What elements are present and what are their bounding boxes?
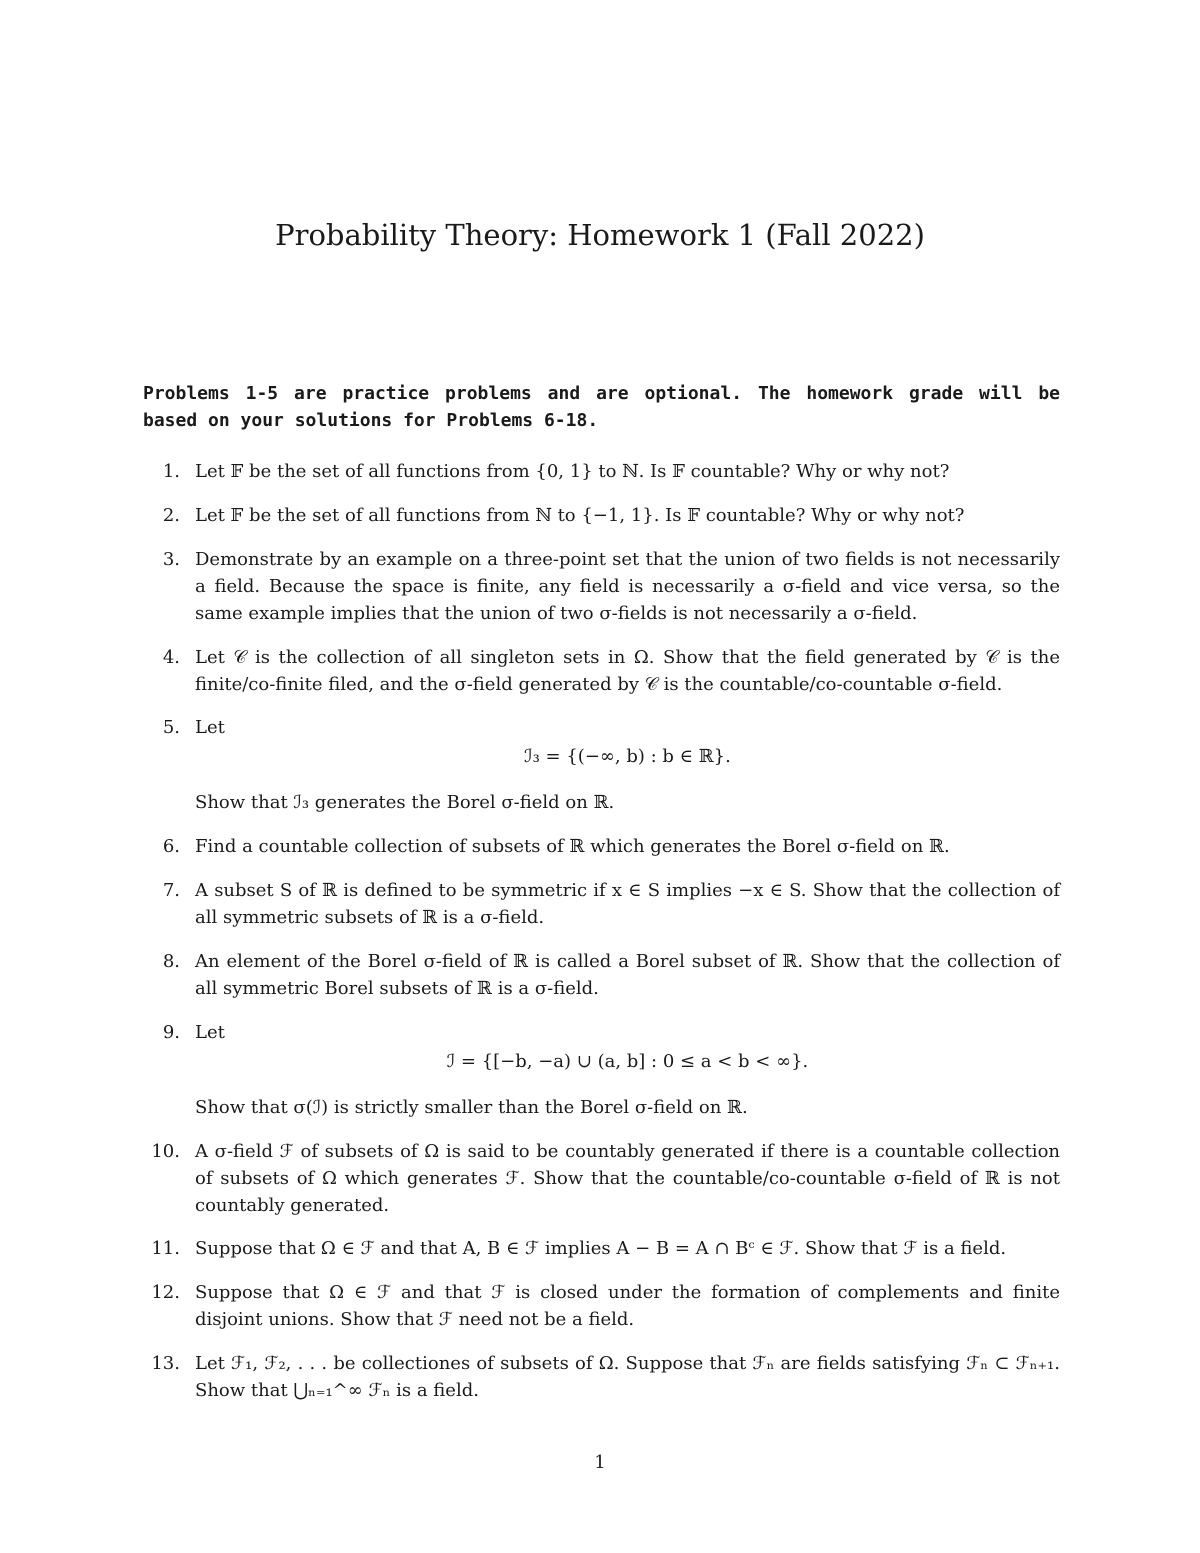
problem-text: An element of the Borel σ-field of ℝ is called a Borel subset of ℝ. Show that the collection of all symmetric Borel subsets of ℝ is a σ-field. [195, 951, 1060, 999]
problem-number: 5. [162, 717, 180, 738]
problem-number: 8. [162, 951, 180, 972]
problem-text: Find a countable collection of subsets of ℝ which generates the Borel σ-field on ℝ. [195, 836, 950, 857]
problem-text: Let 𝔽 be the set of all functions from {0, 1} to ℕ. Is 𝔽 countable? Why or why not? [195, 461, 950, 482]
problem-number: 3. [162, 549, 180, 570]
problem-followup: Show that ℐ₃ generates the Borel σ-field on ℝ. [195, 792, 615, 813]
problem-number: 4. [162, 647, 180, 668]
problem-text: Suppose that Ω ∈ ℱ and that A, B ∈ ℱ implies A − B = A ∩ Bᶜ ∈ ℱ. Show that ℱ is a field. [195, 1238, 1007, 1259]
problem-number: 9. [162, 1022, 180, 1043]
problem-number: 6. [162, 836, 180, 857]
display-equation: ℐ₃ = {(−∞, b) : b ∈ ℝ}. [524, 746, 731, 767]
problem-number: 11. [151, 1238, 180, 1259]
problem-number: 1. [162, 461, 180, 482]
problem-number: 13. [151, 1353, 180, 1374]
problem-text: Let 𝒞 is the collection of all singleton sets in Ω. Show that the field generated by 𝒞 is the finite/co-finite filed, and the σ-field generated by 𝒞 is the countable/co-countable σ-field. [195, 647, 1060, 695]
problem-text: A σ-field ℱ of subsets of Ω is said to be countably generated if there is a countable collection of subsets of Ω which generates ℱ. Show that the countable/co-countable σ-field of ℝ is not countably generated. [195, 1141, 1060, 1216]
display-equation: ℐ = {[−b, −a) ∪ (a, b] : 0 ≤ a < b < ∞}. [446, 1051, 809, 1072]
problem-text: Let ℱ₁, ℱ₂, . . . be collectiones of subsets of Ω. Suppose that ℱₙ are fields satisfying ℱₙ ⊂ ℱₙ₊₁. Show that ⋃ₙ₌₁^∞ ℱₙ is a field. [195, 1353, 1060, 1401]
problem-text: A subset S of ℝ is defined to be symmetric if x ∈ S implies −x ∈ S. Show that the collection of all symmetric subsets of ℝ is a σ-field. [195, 880, 1060, 928]
page-title: Probability Theory: Homework 1 (Fall 2022) [275, 218, 925, 252]
problem-number: 10. [151, 1141, 180, 1162]
problem-number: 12. [151, 1282, 180, 1303]
problem-text: Let 𝔽 be the set of all functions from ℕ to {−1, 1}. Is 𝔽 countable? Why or why not? [195, 505, 965, 526]
problem-text: Let [195, 1022, 225, 1043]
problem-number: 2. [162, 505, 180, 526]
page-number: 1 [594, 1452, 606, 1473]
problem-text: Let [195, 717, 225, 738]
problem-followup: Show that σ(ℐ) is strictly smaller than the Borel σ-field on ℝ. [195, 1097, 748, 1118]
problem-number: 7. [162, 880, 180, 901]
problem-text: Suppose that Ω ∈ ℱ and that ℱ is closed under the formation of complements and finite disjoint unions. Show that ℱ need not be a field. [195, 1282, 1060, 1330]
problem-text: Demonstrate by an example on a three-point set that the union of two fields is not necessarily a field. Because the space is finite, any field is necessarily a σ-field and vice versa, so the same example implies that the union of two σ-fields is not necessarily a σ-field. [195, 549, 1060, 624]
intro-paragraph: Problems 1-5 are practice problems and are optional. The homework grade will be based on your solutions for Problems 6-18. [143, 383, 1060, 431]
